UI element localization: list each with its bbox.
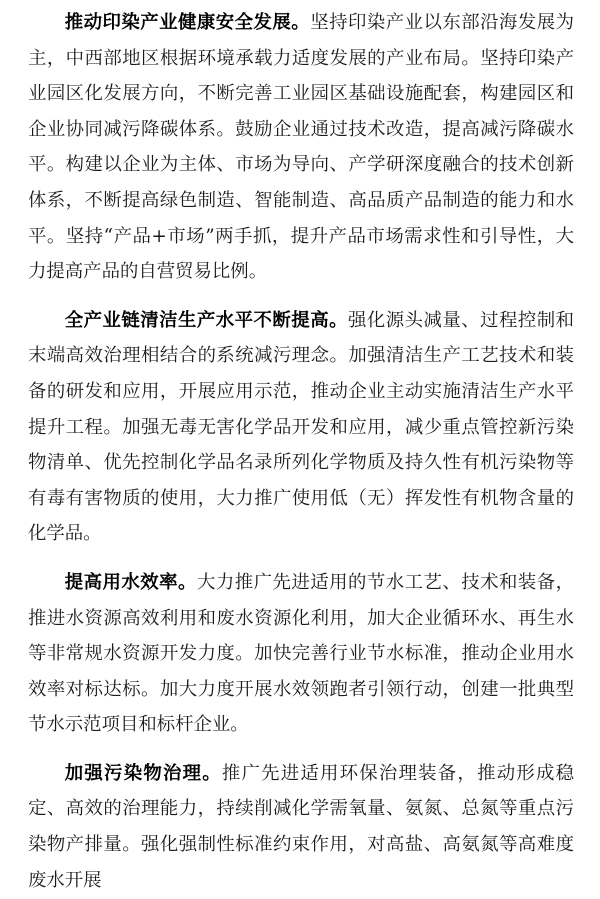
paragraph-printing-dyeing-development [28, 5, 574, 290]
document-page [28, 0, 574, 898]
paragraph-heading: 提高用水效率。 [64, 571, 197, 593]
paragraph-heading: 推动印染产业健康安全发展。 [64, 12, 311, 33]
paragraph-water-efficiency [28, 565, 574, 743]
paragraph-heading: 全产业链清洁生产水平不断提高。 [64, 309, 348, 331]
paragraph-body: 强化源头减量、过程控制和末端高效治理相结合的系统减污理念。加强清洁生产工艺技术和装备的研发和应用，开展应用示范，推动企业主动实施清洁生产水平提升工程。加强无毒无害化学品开发和应用，减少重点管控新污染物清单、优先控制化学品名录所列化学物质及持久性有机污染物等有毒有害物质的使用，大力推广使用低（无）挥发性有机物含量的化学品。 [28, 309, 574, 545]
paragraph-pollution-control [28, 756, 574, 898]
paragraph-clean-production [28, 303, 574, 552]
paragraph-body: 大力推广先进适用的节水工艺、技术和装备，推进水资源高效利用和废水资源化利用，加大企业循环水、再生水等非常规水资源开发力度。加快完善行业节水标准，推动企业用水效率对标达标。加大力度开展水效领跑者引领行动，创建一批典型节水示范项目和标杆企业。 [28, 571, 574, 736]
paragraph-heading: 加强污染物治理。 [64, 762, 222, 784]
paragraph-body: 推广先进适用环保治理装备，推动形成稳定、高效的治理能力，持续削减化学需氧量、氨氮、总氮等重点污染物产排量。强化强制性标准约束作用，对高盐、高氨氮等高难度废水开展 [28, 762, 574, 891]
paragraph-body: 坚持印染产业以东部沿海发展为主，中西部地区根据环境承载力适度发展的产业布局。坚持印染产业园区化发展方向，不断完善工业园区基础设施配套，构建园区和企业协同减污降碳体系。鼓励企业通过技术改造，提高减污降碳水平。构建以企业为主体、市场为导向、产学研深度融合的技术创新体系，不断提高绿色制造、智能制造、高品质产品制造的能力和水平。坚持“产品+市场”两手抓，提升产品市场需求性和引导性，大力提高产品的自营贸易比例。 [28, 12, 574, 283]
